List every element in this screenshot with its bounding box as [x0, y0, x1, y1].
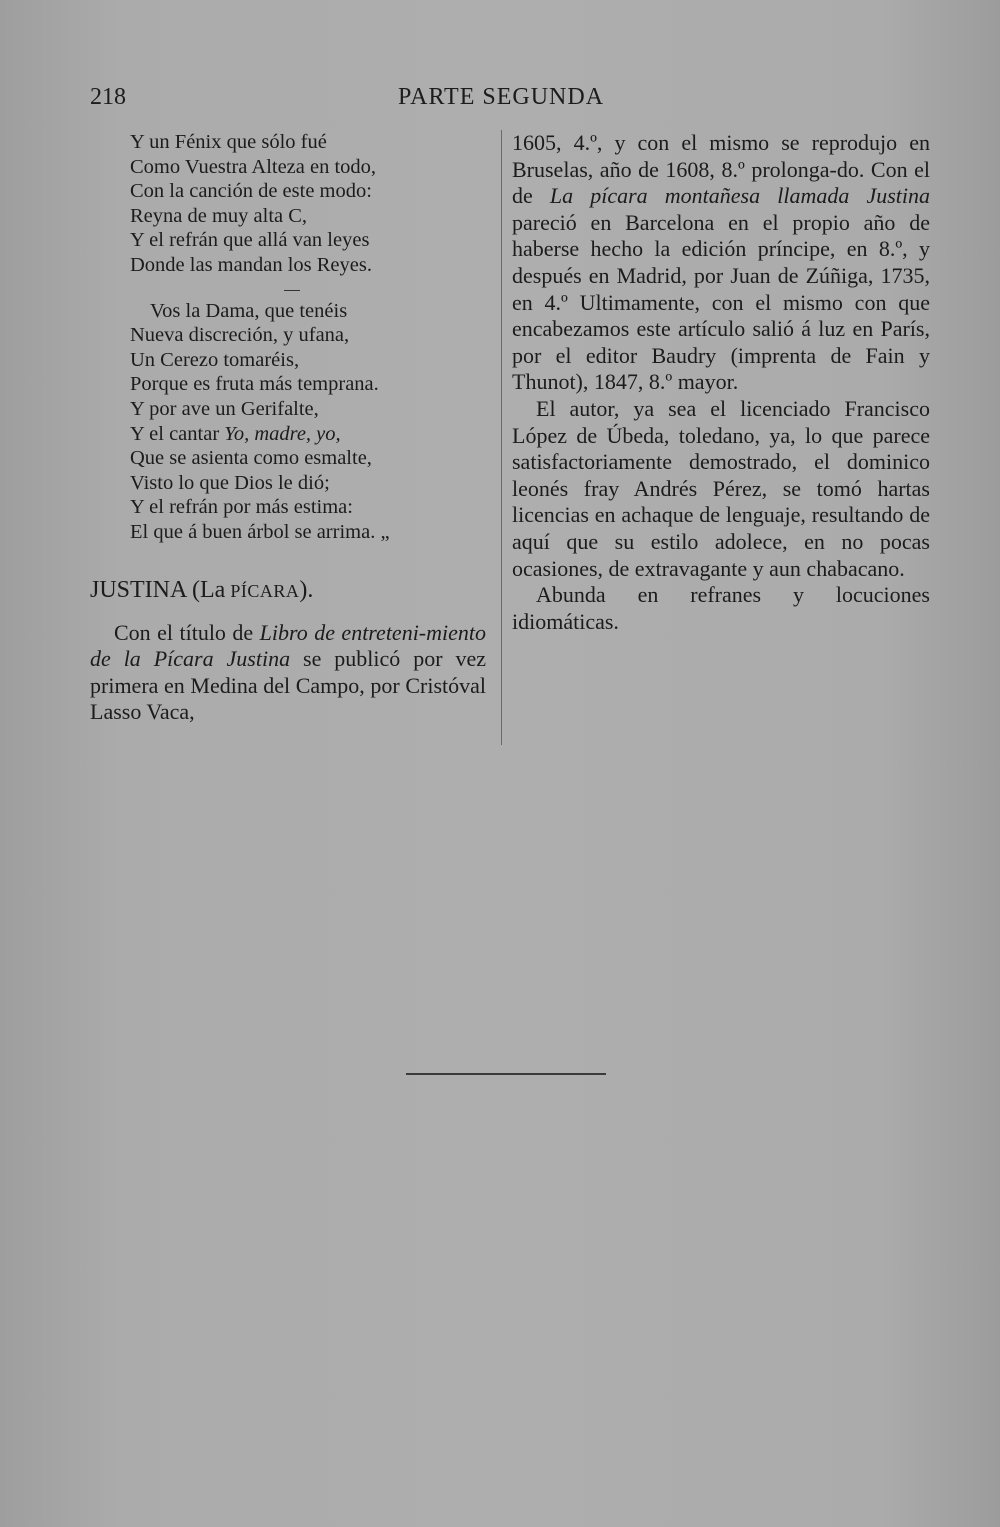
poem-line: Visto lo que Dios le dió;: [130, 471, 330, 494]
page-number: 218: [90, 84, 126, 110]
left-column: [90, 130, 486, 726]
page-header: [0, 84, 1000, 118]
poem-line: El que á buen árbol se arrima. „: [130, 520, 390, 543]
poem-line: Reyna de muy alta C,: [130, 204, 308, 227]
para-text: se publicó por vez primera en Medina del Campo, por Cristóval Lasso Vaca,: [90, 646, 487, 725]
running-title: PARTE SEGUNDA: [398, 84, 605, 110]
heading-paren-open: (: [186, 576, 201, 603]
end-rule: [406, 1073, 606, 1075]
body-paragraph: [90, 620, 486, 726]
body-paragraph: El autor, ya sea el licenciado Francisco López de Úbeda, toledano, ya, lo que parece satisfactoriamente demostrado, el dominico leonés fray Andrés Pérez, se tomó hartas licencias en achaque de lenguaje, resultando de aquí que su estilo adolece, en no pocas ocasiones, de extravagante y aun chabacano.: [512, 395, 930, 581]
para-italic-title: La pícara montañesa llamada Justina: [549, 183, 931, 209]
poem-line: Un Cerezo tomaréis,: [130, 348, 300, 371]
body-paragraph: [512, 130, 930, 396]
poem-line: Y por ave un Gerifalte,: [130, 397, 319, 420]
section-heading: [90, 575, 486, 606]
poem-line: Con la canción de este modo:: [130, 180, 372, 203]
para-text: pareció en Barcelona en el propio año de haberse hecho la edición príncipe, en 8.º, y después en Madrid, por Juan de Zúñiga, 1735, en 4.º Ultimamente, con el mismo con que encabezamos este artículo salió á luz en París, por el editor Baudry (imprenta de Fain y Thunot), 1847, 8.º mayor.: [512, 209, 930, 395]
right-column: [512, 130, 930, 635]
stanza-separator: [284, 290, 300, 291]
poem-text: Y el cantar: [130, 422, 225, 445]
heading-main: JUSTINA: [90, 576, 187, 603]
poem-line: Nueva discreción, y ufana,: [130, 324, 350, 347]
poem-stanza-2: [130, 299, 486, 545]
poem-line: Y un Fénix que sólo fué: [130, 131, 327, 153]
para-italic-title: Libro de entreteni-miento de la Pícara Justina: [90, 619, 487, 672]
poem-line: Que se asienta como esmalte,: [130, 447, 372, 470]
poem-line: Donde las mandan los Reyes.: [130, 253, 372, 276]
poem-line: Porque es fruta más temprana.: [130, 373, 379, 396]
body-paragraph: Abunda en refranes y locuciones idiomáticas.: [512, 582, 930, 634]
poem: [130, 130, 486, 545]
poem-line: Y el refrán que allá van leyes: [130, 229, 370, 252]
heading-paren-close: ).: [299, 576, 314, 603]
poem-line: Y el refrán por más estima:: [130, 496, 353, 519]
heading-la: La: [200, 576, 226, 603]
column-divider: [501, 130, 502, 745]
poem-line: [130, 422, 486, 447]
poem-italic-text: Yo, madre, yo,: [224, 422, 341, 445]
heading-picara: PÍCARA: [225, 580, 300, 601]
para-text: Con el título de: [114, 619, 260, 645]
poem-line: Como Vuestra Alteza en todo,: [130, 155, 377, 178]
para-text: 1605, 4.º, y con el mismo se reprodujo en Bruselas, año de 1608, 8.º prolonga-do. Con el de: [512, 130, 930, 209]
poem-line: Vos la Dama, que tenéis: [150, 299, 348, 322]
poem-stanza-1: [130, 130, 486, 278]
